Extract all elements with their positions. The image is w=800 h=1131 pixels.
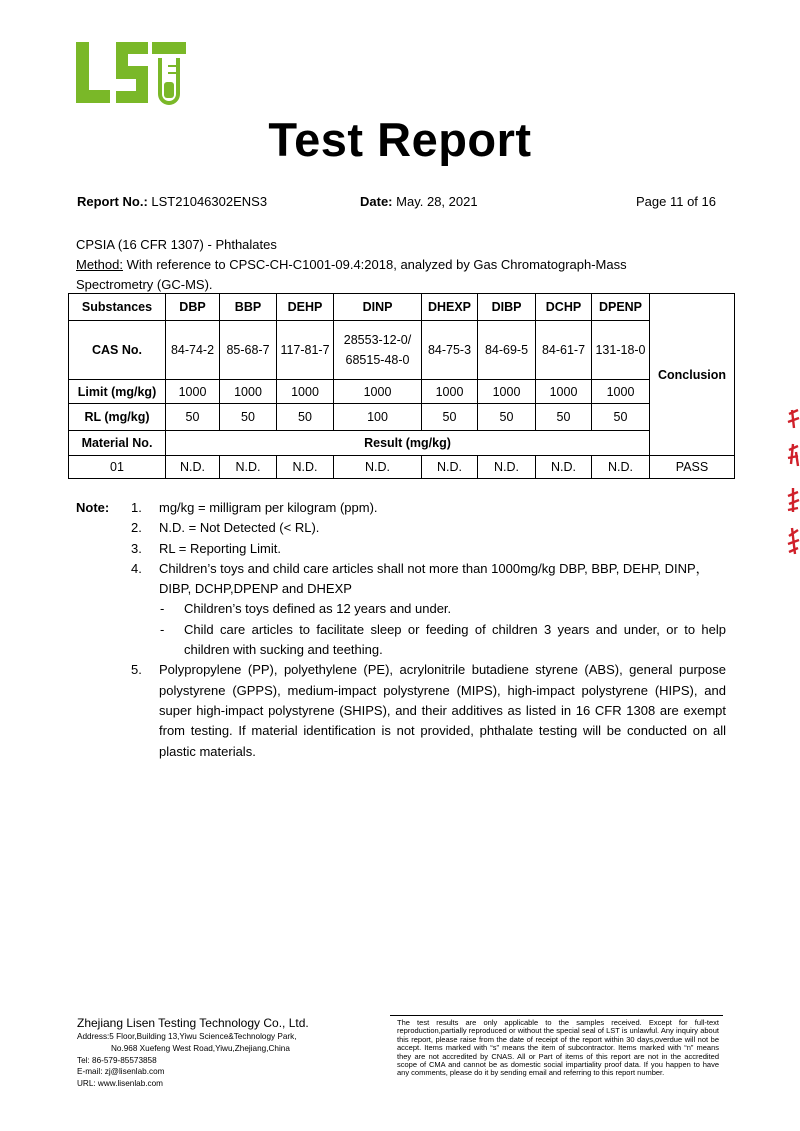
result-dchp: N.D. (536, 456, 592, 479)
report-date-label: Date: (360, 194, 393, 209)
note-sub-item (76, 599, 726, 619)
limit-bbp: 1000 (220, 380, 277, 404)
result-dpenp: N.D. (592, 456, 650, 479)
lst-logo (76, 42, 186, 106)
conclusion-value: PASS (650, 456, 735, 479)
method-line (76, 257, 627, 272)
report-date (360, 194, 478, 209)
rl-bbp: 50 (220, 404, 277, 431)
note-text: RL = Reporting Limit. (159, 540, 281, 556)
result-dhexp: N.D. (422, 456, 478, 479)
limit-dpenp: 1000 (592, 380, 650, 404)
result-dehp: N.D. (277, 456, 334, 479)
note-item (76, 498, 726, 518)
cas-dbp: 84-74-2 (166, 321, 220, 380)
note-text: mg/kg = milligram per kilogram (ppm). (159, 500, 378, 515)
result-dinp: N.D. (334, 456, 422, 479)
address-line-2: No.968 Xuefeng West Road,Yiwu,Zhejiang,China (111, 1043, 290, 1053)
email: E-mail: zj@lisenlab.com (77, 1067, 165, 1077)
note-number: 4. (131, 560, 142, 576)
rl-dibp: 50 (478, 404, 536, 431)
note-number: 1. (131, 500, 142, 515)
note-dash: - (160, 601, 165, 617)
report-number-value: LST21046302ENS3 (151, 194, 268, 209)
note-item (76, 539, 726, 559)
cas-dpenp: 131-18-0 (592, 321, 650, 380)
cas-dehp: 117-81-7 (277, 321, 334, 380)
limit-dinp: 1000 (334, 380, 422, 404)
rl-dbp: 50 (166, 404, 220, 431)
note-text: Polypropylene (PP), polyethylene (PE), acrylonitrile butadiene styrene (ABS), general purpose polystyrene (GPPS), medium-impact polystyrene (MIPS), high-impact polystyrene (HIPS), and super high-impact polystyrene (SHIPS), and their additives as listed in 16 CFR 1308 are exempt from testing. If material identification is not provided, phthalate testing will be conducted on all plastic materials. (159, 662, 726, 759)
rl-dchp: 50 (536, 404, 592, 431)
rl-dinp: 100 (334, 404, 422, 431)
rl-dehp: 50 (277, 404, 334, 431)
cas-dinp (334, 321, 422, 380)
substance-dhexp: DHEXP (422, 294, 478, 321)
address-line-1: Address:5 Floor,Building 13,Yiwu Science&Technology Park, (77, 1032, 297, 1041)
note-sub-text: Child care articles to facilitate sleep or feeding of children 3 years and under, or to help children with sucking and teething. (184, 621, 726, 658)
substance-dinp: DINP (334, 294, 422, 321)
substance-dbp: DBP (166, 294, 220, 321)
cas-dinp-line1: 28553-12-0/ (343, 333, 412, 347)
page-number: Page 11 of 16 (636, 194, 716, 209)
cas-dibp: 84-69-5 (478, 321, 536, 380)
conclusion-header: Conclusion (650, 294, 735, 456)
rl-header: RL (mg/kg) (69, 404, 166, 431)
cas-dchp: 84-61-7 (536, 321, 592, 380)
note-sub-item (76, 620, 726, 661)
footer-disclaimer: The test results are only applicable to the samples received. Except for full-text reproduction,partially reproduced or without the special seal of LST is unlawful. Any inquiry about this report, please raise from the date of receipt of the report within 30 days,overdue will not be accept. Items marked with “s” means the item of subcontractor. Items marked with “n” means they are not accredited by CNAS. All or Part of items of this report are not in the accredited scope of CMA and cannot be as domestic social impartiality proof data. If you happen to have any comments, please do it by sending email and referring to this report number. (397, 1018, 719, 1078)
note-item (76, 518, 726, 538)
note-number: 3. (131, 540, 142, 556)
report-date-value: May. 28, 2021 (396, 194, 478, 209)
method-label: Method: (76, 257, 123, 272)
cas-dinp-line2: 68515-48-0 (345, 353, 410, 367)
method-text: With reference to CPSC-CH-C1001-09.4:2018, analyzed by Gas Chromatograph-Mass (122, 257, 627, 272)
material-number: 01 (69, 456, 166, 479)
section-heading: CPSIA (16 CFR 1307) - Phthalates (76, 237, 277, 252)
result-bbp: N.D. (220, 456, 277, 479)
substance-dibp: DIBP (478, 294, 536, 321)
substance-dpenp: DPENP (592, 294, 650, 321)
rl-dhexp: 50 (422, 404, 478, 431)
note-item (76, 559, 726, 600)
substance-dehp: DEHP (277, 294, 334, 321)
notes-section (76, 498, 726, 762)
method-line-2: Spectrometry (GC-MS). (76, 277, 213, 292)
result-header: Result (mg/kg) (166, 431, 650, 456)
note-dash: - (160, 621, 165, 637)
note-text: N.D. = Not Detected (< RL). (159, 520, 320, 536)
cas-dhexp: 84-75-3 (422, 321, 478, 380)
page-title: Test Report (268, 113, 532, 166)
company-contact (77, 1031, 297, 1090)
note-sub-text: Children’s toys defined as 12 years and under. (184, 601, 452, 617)
note-number: 5. (131, 662, 142, 678)
table-row (69, 456, 735, 479)
rl-dpenp: 50 (592, 404, 650, 431)
company-name: Zhejiang Lisen Testing Technology Co., Ltd. (77, 1016, 309, 1030)
notes-label: Note: (76, 500, 110, 515)
result-dbp: N.D. (166, 456, 220, 479)
results-table (68, 293, 735, 479)
limit-dehp: 1000 (277, 380, 334, 404)
telephone: Tel: 86-579-85573858 (77, 1055, 157, 1065)
limit-header: Limit (mg/kg) (69, 380, 166, 404)
cas-bbp: 85-68-7 (220, 321, 277, 380)
substance-bbp: BBP (220, 294, 277, 321)
website: URL: www.lisenlab.com (77, 1079, 163, 1089)
footer-divider (390, 1015, 723, 1016)
seal-stamp-icon (786, 408, 800, 558)
note-text: Children’s toys and child care articles shall not more than 1000mg/kg DBP, BBP, DEHP, DINP，DIBP, DCHP,DPENP and DHEXP (159, 560, 709, 597)
result-dibp: N.D. (478, 456, 536, 479)
note-item (76, 660, 726, 761)
limit-dbp: 1000 (166, 380, 220, 404)
report-number (77, 194, 267, 209)
limit-dibp: 1000 (478, 380, 536, 404)
substance-dchp: DCHP (536, 294, 592, 321)
report-number-label: Report No.: (77, 194, 148, 209)
substances-header: Substances (69, 294, 166, 321)
cas-header: CAS No. (69, 321, 166, 380)
limit-dhexp: 1000 (422, 380, 478, 404)
limit-dchp: 1000 (536, 380, 592, 404)
material-header: Material No. (69, 431, 166, 456)
note-number: 2. (131, 520, 142, 536)
